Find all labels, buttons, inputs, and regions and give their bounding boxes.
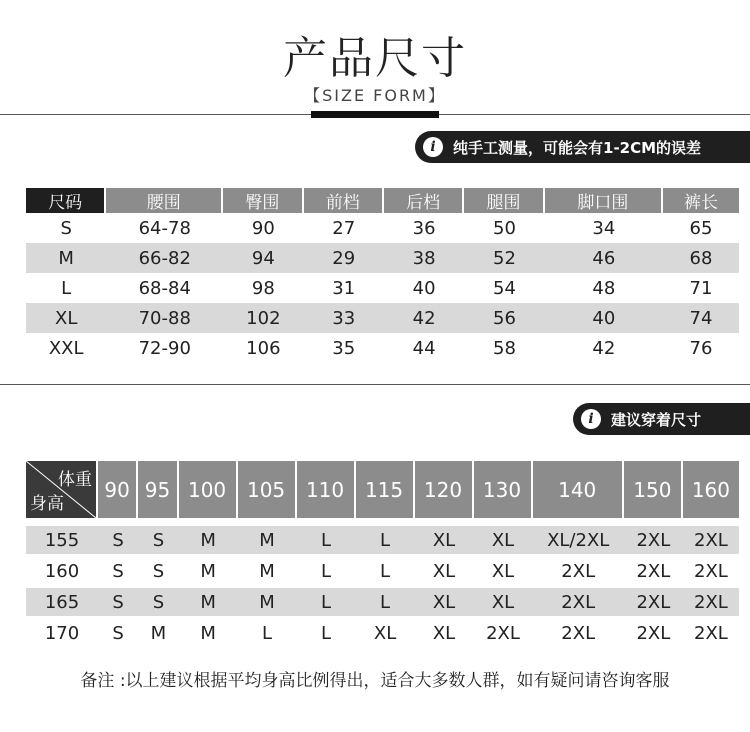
size-value-cell: 64-78 <box>138 217 191 239</box>
recommend-row <box>26 619 739 650</box>
recommend-row <box>26 518 739 557</box>
weight-header-cell: 160 <box>683 461 739 518</box>
weight-header-cell: 120 <box>415 461 474 518</box>
size-value-cell: 50 <box>493 217 516 239</box>
recommended-size-cell: M <box>238 557 297 588</box>
height-cell: 160 <box>26 557 98 588</box>
recommended-size-cell: 2XL <box>533 557 624 588</box>
measurement-notice-text: 纯手工测量，可能会有1-2CM的误差 <box>453 138 702 157</box>
weight-header-cell: 95 <box>138 461 178 518</box>
recommended-size-cell: L <box>297 588 356 619</box>
recommended-size-cell: XL <box>356 619 415 650</box>
size-label-cell: S <box>60 217 72 239</box>
height-cell: 155 <box>26 518 98 557</box>
recommended-size-cell: L <box>297 518 356 557</box>
size-row <box>26 333 739 363</box>
size-value-cell: 94 <box>223 243 303 273</box>
size-row <box>26 303 739 333</box>
size-value-cell: 27 <box>332 217 356 239</box>
footer-note: 备注 :以上建议根据平均身高比例得出，适合大多数人群，如有疑问请咨询客服 <box>80 671 670 691</box>
recommended-size-cell: XL <box>415 619 474 650</box>
measurement-notice <box>415 131 750 163</box>
recommended-size-cell: S <box>138 557 178 588</box>
size-value-cell: 54 <box>493 277 516 299</box>
recommended-size-cell: XL <box>415 518 474 557</box>
title-underline <box>311 111 439 118</box>
recommended-size-cell: M <box>179 557 238 588</box>
recommend-table <box>26 461 739 650</box>
size-value-cell: 42 <box>384 303 464 333</box>
size-value-cell: 65 <box>689 217 713 239</box>
size-value-cell: 40 <box>545 303 663 333</box>
recommend-row <box>26 588 739 619</box>
size-value-cell: 72-90 <box>138 337 191 359</box>
recommended-size-cell: S <box>98 518 138 557</box>
page-subtitle: 【SIZE FORM】 <box>304 86 446 105</box>
weight-header-cell: 105 <box>238 461 297 518</box>
size-value-cell: 29 <box>304 243 384 273</box>
size-value-cell: 71 <box>689 277 713 299</box>
recommended-size-cell: S <box>98 588 138 619</box>
size-value-cell: 35 <box>332 337 356 359</box>
weight-header-cell: 100 <box>179 461 238 518</box>
size-header-cell: 臀围 <box>223 188 303 213</box>
recommended-size-cell: 2XL <box>533 588 624 619</box>
size-value-cell: 74 <box>663 303 739 333</box>
size-value-cell: 34 <box>592 217 616 239</box>
recommended-size-cell: M <box>138 619 178 650</box>
size-table <box>26 188 739 363</box>
recommended-size-cell: L <box>356 557 415 588</box>
size-value-cell: 98 <box>251 277 275 299</box>
size-value-cell: 90 <box>251 217 275 239</box>
size-value-cell: 38 <box>384 243 464 273</box>
recommended-size-cell: XL <box>474 518 533 557</box>
weight-header-cell: 150 <box>624 461 683 518</box>
size-value-cell: 106 <box>246 337 281 359</box>
size-header-cell: 前档 <box>304 188 384 213</box>
recommended-size-cell: 2XL <box>624 588 683 619</box>
size-value-cell: 56 <box>464 303 544 333</box>
corner-header <box>26 461 98 518</box>
size-value-cell: 76 <box>689 337 713 359</box>
size-header-cell: 裤长 <box>663 188 739 213</box>
height-cell: 165 <box>26 588 98 619</box>
recommended-size-cell: L <box>297 619 356 650</box>
recommended-size-cell: 2XL <box>624 557 683 588</box>
recommended-size-cell: XL <box>415 588 474 619</box>
size-label-cell: L <box>61 277 72 299</box>
recommended-size-cell: 2XL <box>624 518 683 557</box>
recommended-size-cell: 2XL <box>683 518 739 557</box>
size-value-cell: 68 <box>663 243 739 273</box>
size-value-cell: 36 <box>412 217 436 239</box>
weight-header-cell: 130 <box>474 461 533 518</box>
recommended-size-cell: M <box>179 588 238 619</box>
size-value-cell: 102 <box>223 303 303 333</box>
size-value-cell: 58 <box>493 337 516 359</box>
recommended-size-cell: 2XL <box>533 619 624 650</box>
recommended-size-cell: M <box>238 518 297 557</box>
recommended-size-cell: S <box>98 619 138 650</box>
recommended-size-cell: M <box>179 518 238 557</box>
size-value-cell: 44 <box>412 337 436 359</box>
size-label-cell: M <box>26 243 106 273</box>
recommend-notice <box>573 403 750 435</box>
recommended-size-cell: XL <box>474 557 533 588</box>
weight-label: 体重 <box>58 470 92 490</box>
size-value-cell: 40 <box>412 277 436 299</box>
recommended-size-cell: L <box>356 588 415 619</box>
recommended-size-cell: S <box>98 557 138 588</box>
size-row <box>26 273 739 303</box>
recommended-size-cell: XL/2XL <box>533 518 624 557</box>
size-value-cell: 68-84 <box>138 277 191 299</box>
recommend-row <box>26 557 739 588</box>
page-title: 产品尺寸 <box>283 33 467 84</box>
recommended-size-cell: L <box>238 619 297 650</box>
recommended-size-cell: 2XL <box>683 557 739 588</box>
size-value-cell: 31 <box>332 277 356 299</box>
recommended-size-cell: S <box>138 518 178 557</box>
recommended-size-cell: 2XL <box>683 588 739 619</box>
size-value-cell: 48 <box>592 277 616 299</box>
size-row <box>26 243 739 273</box>
recommended-size-cell: M <box>179 619 238 650</box>
height-cell: 170 <box>26 619 98 650</box>
size-value-cell: 52 <box>464 243 544 273</box>
recommended-size-cell: 2XL <box>624 619 683 650</box>
size-value-cell: 70-88 <box>106 303 223 333</box>
size-value-cell: 46 <box>545 243 663 273</box>
recommended-size-cell: M <box>238 588 297 619</box>
size-label-cell: XL <box>26 303 106 333</box>
weight-header-cell: 140 <box>533 461 624 518</box>
size-header-cell: 尺码 <box>26 188 106 213</box>
size-header-cell: 后档 <box>384 188 464 213</box>
height-label: 身高 <box>30 494 64 514</box>
size-label-cell: XXL <box>48 337 84 359</box>
recommended-size-cell: XL <box>474 588 533 619</box>
size-header-cell: 腰围 <box>106 188 223 213</box>
size-header-cell: 腿围 <box>464 188 544 213</box>
info-icon: i <box>423 137 443 157</box>
size-value-cell: 33 <box>304 303 384 333</box>
recommended-size-cell: L <box>356 518 415 557</box>
recommended-size-cell: S <box>138 588 178 619</box>
info-icon: i <box>581 409 601 429</box>
size-row <box>26 213 739 243</box>
recommend-notice-text: 建议穿着尺寸 <box>611 410 702 429</box>
weight-header-cell: 90 <box>98 461 138 518</box>
weight-header-cell: 110 <box>297 461 356 518</box>
divider <box>0 384 750 385</box>
recommended-size-cell: 2XL <box>474 619 533 650</box>
size-value-cell: 66-82 <box>106 243 223 273</box>
weight-header-cell: 115 <box>356 461 415 518</box>
recommended-size-cell: 2XL <box>683 619 739 650</box>
size-value-cell: 42 <box>592 337 616 359</box>
size-header-cell: 脚口围 <box>545 188 663 213</box>
recommended-size-cell: L <box>297 557 356 588</box>
recommended-size-cell: XL <box>415 557 474 588</box>
